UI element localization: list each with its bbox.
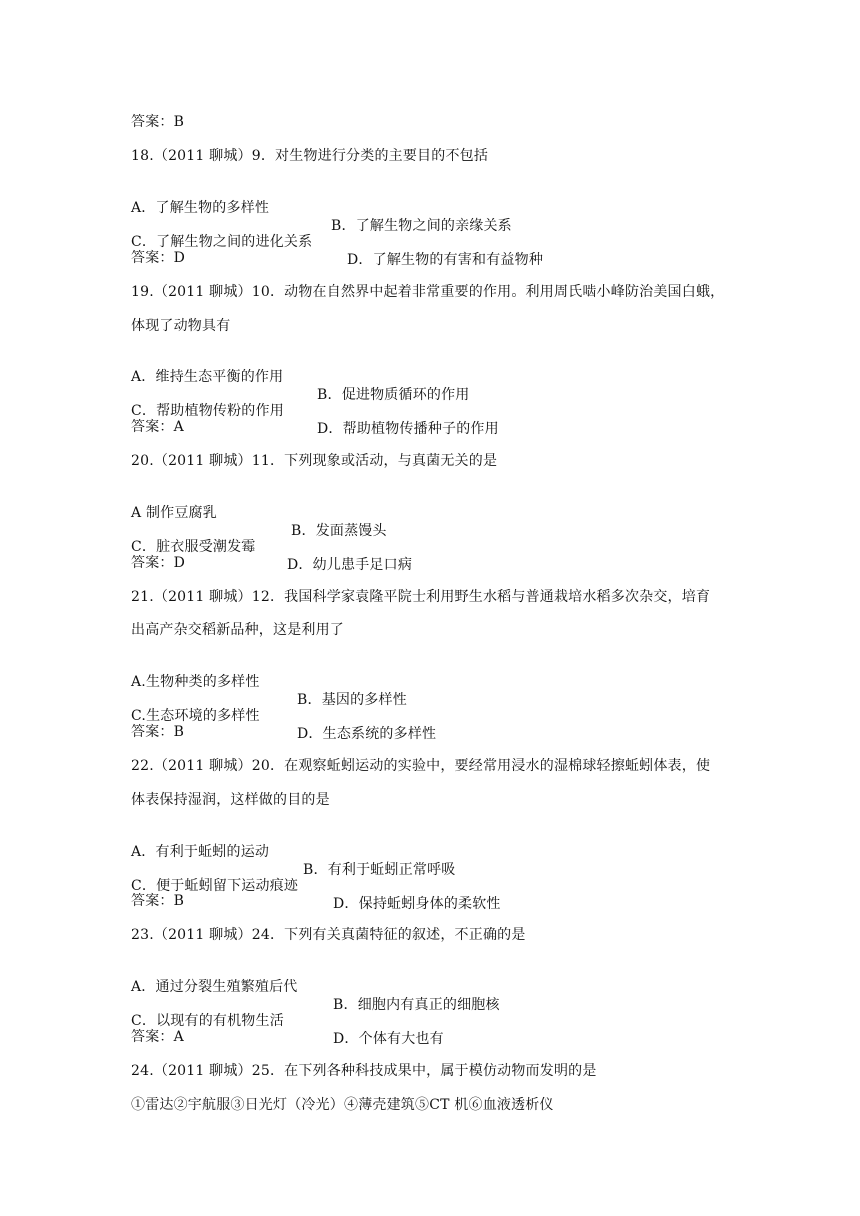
option-c: C.生态环境的多样性	[131, 708, 260, 724]
option-b: B．有利于蚯蚓正常呼吸	[303, 862, 456, 878]
question-text: 19.（2011 聊城）10．动物在自然界中起着非常重要的作用。利用周氏啮小峰防治美国白蛾，	[131, 284, 725, 300]
option-d: D．保持蚯蚓身体的柔软性	[333, 896, 501, 912]
question-text: 24.（2011 聊城）25．在下列各种科技成果中，属于模仿动物而发明的是	[131, 1063, 597, 1079]
option-d: D．生态系统的多样性	[297, 726, 437, 742]
option-b: B．了解生物之间的亲缘关系	[331, 218, 512, 234]
option-a: A 制作豆腐乳	[131, 505, 217, 521]
question-text: 21.（2011 聊城）12．我国科学家袁隆平院士利用野生水稻与普通栽培水稻多次杂交，培育	[131, 589, 711, 605]
option-c: C．便于蚯蚓留下运动痕迹	[131, 878, 299, 894]
answer-line: 答案：B	[131, 114, 185, 130]
question-text: 18.（2011 聊城）9．对生物进行分类的主要目的不包括	[131, 148, 489, 164]
option-a: A．通过分裂生殖繁殖后代	[131, 979, 298, 995]
option-c: C．脏衣服受潮发霉	[131, 539, 256, 555]
option-d: D．幼儿患手足口病	[287, 557, 413, 573]
option-d: D．了解生物的有害和有益物种	[347, 252, 544, 268]
option-d: D．个体有大也有	[333, 1031, 444, 1047]
list-line: ①雷达②宇航服③日光灯（冷光）④薄壳建筑⑤CT 机⑥血液透析仪	[131, 1097, 554, 1113]
option-a: A．了解生物的多样性	[131, 200, 270, 216]
option-b: B．促进物质循环的作用	[317, 387, 470, 403]
option-c: C．了解生物之间的进化关系	[131, 234, 313, 250]
answer-line: 答案：A	[131, 1029, 184, 1045]
option-c: C．帮助植物传粉的作用	[131, 403, 284, 419]
question-text: 22.（2011 聊城）20．在观察蚯蚓运动的实验中，要经常用浸水的湿棉球轻擦蚯蚓体表，使	[131, 758, 711, 774]
option-d: D．帮助植物传播种子的作用	[317, 421, 499, 437]
answer-line: 答案：D	[131, 250, 186, 266]
option-a: A.生物种类的多样性	[131, 674, 260, 690]
question-text-continued: 体表保持湿润，这样做的目的是	[131, 792, 330, 808]
option-a: A．有利于蚯蚓的运动	[131, 844, 270, 860]
option-b: B．基因的多样性	[297, 692, 407, 708]
answer-line: 答案：B	[131, 724, 185, 740]
question-text-continued: 体现了动物具有	[131, 318, 231, 334]
option-b: B．细胞内有真正的细胞核	[333, 997, 500, 1013]
question-text-continued: 出高产杂交稻新品种，这是利用了	[131, 622, 344, 638]
option-b: B．发面蒸馒头	[291, 523, 387, 539]
answer-line: 答案：D	[131, 555, 186, 571]
question-text: 20.（2011 聊城）11．下列现象或活动，与真菌无关的是	[131, 453, 498, 469]
option-a: A．维持生态平衡的作用	[131, 369, 284, 385]
answer-line: 答案：B	[131, 893, 185, 909]
option-c: C．以现有的有机物生活	[131, 1013, 284, 1029]
answer-line: 答案：A	[131, 419, 184, 435]
question-text: 23.（2011 聊城）24．下列有关真菌特征的叙述，不正确的是	[131, 927, 526, 943]
